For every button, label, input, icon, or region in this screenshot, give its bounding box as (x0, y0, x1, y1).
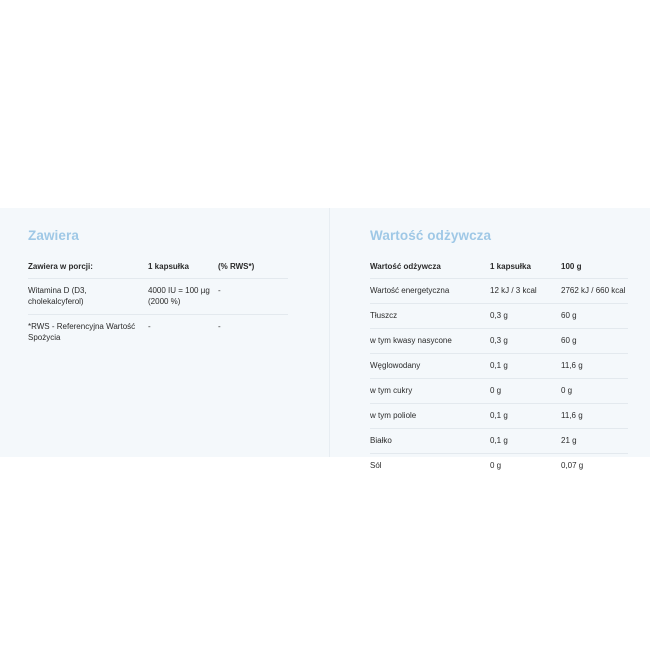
ingredient-amount: 4000 IU = 100 µg (2000 %) (148, 279, 218, 315)
nutrient-per-100g: 11,6 g (561, 354, 628, 379)
nutrient-name: w tym kwasy nasycone (370, 329, 490, 354)
nutrient-per-100g: 11,6 g (561, 404, 628, 429)
nutrition-panel (329, 208, 650, 470)
contains-header-per-capsule: 1 kapsułka (148, 256, 218, 279)
product-info-section (0, 208, 650, 470)
table-row (370, 279, 628, 304)
nutrient-name: w tym cukry (370, 379, 490, 404)
nutrient-per-100g: 60 g (561, 329, 628, 354)
nutrition-header-per-100g: 100 g (561, 256, 628, 279)
table-row (370, 429, 628, 454)
contains-header-ingredient: Zawiera w porcji: (28, 256, 148, 279)
rws-footnote: *RWS - Referencyjna Wartość Spożycia (28, 322, 136, 342)
footnote-rws: - (218, 322, 221, 331)
nutrient-name: Tłuszcz (370, 304, 490, 329)
ingredient-rws: - (218, 279, 288, 315)
table-row (370, 379, 628, 404)
table-row (370, 304, 628, 329)
contains-panel (0, 208, 329, 457)
contains-header-rws: (% RWS*) (218, 256, 288, 279)
table-row (370, 404, 628, 429)
nutrition-table (370, 256, 628, 478)
nutrient-per-capsule: 12 kJ / 3 kcal (490, 279, 561, 304)
table-row (370, 354, 628, 379)
table-row (28, 279, 288, 315)
nutrition-title: Wartość odżywcza (370, 228, 492, 243)
contains-header-row (28, 256, 288, 279)
nutrient-per-capsule: 0,3 g (490, 329, 561, 354)
nutrient-name: Sól (370, 461, 382, 470)
contains-table (28, 256, 288, 350)
ingredient-name: Witamina D (D3, cholekalcyferol) (28, 279, 148, 315)
nutrient-per-100g: 0 g (561, 379, 628, 404)
contains-title: Zawiera (28, 228, 79, 243)
table-row (28, 315, 288, 351)
nutrient-name: w tym poliole (370, 404, 490, 429)
nutrient-name: Węglowodany (370, 354, 490, 379)
nutrient-per-capsule: 0,1 g (490, 429, 561, 454)
nutrient-per-100g: 60 g (561, 304, 628, 329)
nutrition-header-row (370, 256, 628, 279)
nutrient-per-100g: 0,07 g (561, 461, 584, 470)
nutrition-header-per-capsule: 1 kapsułka (490, 256, 561, 279)
table-row (370, 329, 628, 354)
nutrient-per-100g: 2762 kJ / 660 kcal (561, 279, 628, 304)
nutrient-name: Białko (370, 429, 490, 454)
nutrient-per-capsule: 0,1 g (490, 404, 561, 429)
nutrient-per-100g: 21 g (561, 429, 628, 454)
nutrient-name: Wartość energetyczna (370, 279, 490, 304)
nutrient-per-capsule: 0 g (490, 379, 561, 404)
nutrient-per-capsule: 0 g (490, 461, 502, 470)
nutrient-per-capsule: 0,1 g (490, 354, 561, 379)
table-row (370, 454, 628, 479)
footnote-amount: - (148, 322, 151, 331)
nutrient-per-capsule: 0,3 g (490, 304, 561, 329)
nutrition-header-nutrient: Wartość odżywcza (370, 256, 490, 279)
